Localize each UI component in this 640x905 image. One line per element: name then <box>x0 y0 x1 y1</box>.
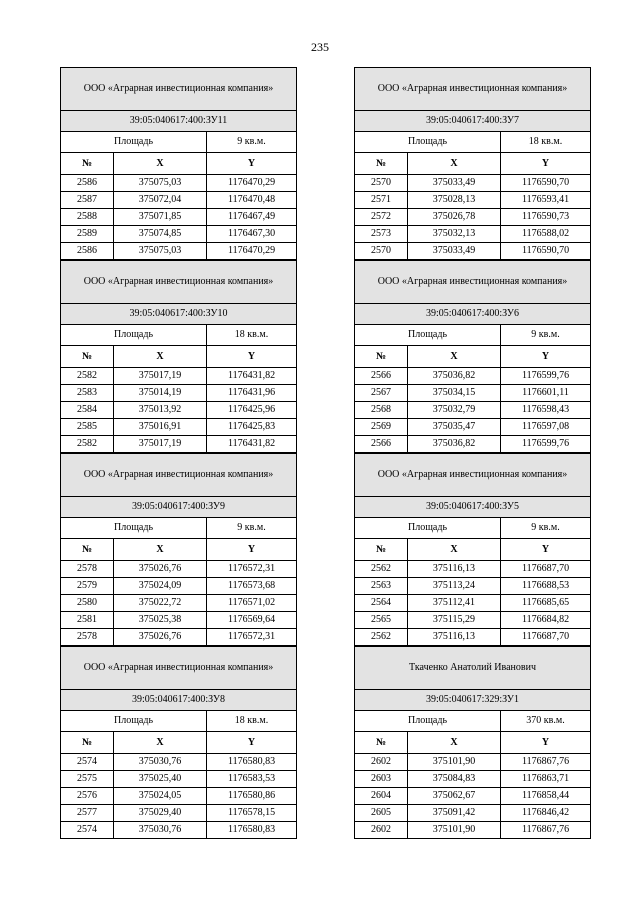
col-header-num: № <box>61 732 114 754</box>
header-row <box>355 539 591 561</box>
point-number: 2571 <box>355 192 408 209</box>
y-coordinate: 1176685,65 <box>501 595 591 612</box>
table-row <box>61 402 297 419</box>
y-coordinate: 1176867,76 <box>501 822 591 839</box>
x-coordinate: 375025,38 <box>114 612 207 629</box>
y-coordinate: 1176431,82 <box>207 436 297 453</box>
owner-name: ООО «Аграрная инвестиционная компания» <box>61 647 297 690</box>
cadastral-number: 39:05:040617:400:ЗУ10 <box>61 304 297 325</box>
col-header-num: № <box>355 732 408 754</box>
point-number: 2582 <box>61 368 114 385</box>
area-value: 9 кв.м. <box>501 518 591 539</box>
y-coordinate: 1176578,15 <box>207 805 297 822</box>
table-row <box>61 436 297 453</box>
parcel-table <box>60 646 297 839</box>
owner-name: ООО «Аграрная инвестиционная компания» <box>355 68 591 111</box>
point-number: 2582 <box>61 436 114 453</box>
point-number: 2585 <box>61 419 114 436</box>
x-coordinate: 375101,90 <box>408 822 501 839</box>
area-label: Площадь <box>355 711 501 732</box>
table-row <box>355 209 591 226</box>
point-number: 2565 <box>355 612 408 629</box>
table-row <box>61 209 297 226</box>
point-number: 2602 <box>355 754 408 771</box>
y-coordinate: 1176470,29 <box>207 243 297 260</box>
cadastral-number: 39:05:040617:400:ЗУ6 <box>355 304 591 325</box>
col-header-num: № <box>355 346 408 368</box>
point-number: 2605 <box>355 805 408 822</box>
owner-name: ООО «Аграрная инвестиционная компания» <box>61 68 297 111</box>
y-coordinate: 1176470,48 <box>207 192 297 209</box>
col-header-x: X <box>408 346 501 368</box>
table-row <box>355 771 591 788</box>
x-coordinate: 375022,72 <box>114 595 207 612</box>
header-row <box>61 153 297 175</box>
point-number: 2562 <box>355 561 408 578</box>
table-row <box>355 402 591 419</box>
cadastral-row <box>61 111 297 132</box>
col-header-x: X <box>114 153 207 175</box>
point-number: 2568 <box>355 402 408 419</box>
col-header-y: Y <box>207 539 297 561</box>
table-row <box>61 561 297 578</box>
col-header-y: Y <box>207 732 297 754</box>
point-number: 2589 <box>61 226 114 243</box>
area-row <box>61 325 297 346</box>
x-coordinate: 375062,67 <box>408 788 501 805</box>
x-coordinate: 375014,19 <box>114 385 207 402</box>
area-value: 370 кв.м. <box>501 711 591 732</box>
owner-row <box>61 454 297 497</box>
y-coordinate: 1176688,53 <box>501 578 591 595</box>
header-row <box>355 732 591 754</box>
header-row <box>355 346 591 368</box>
cadastral-row <box>355 497 591 518</box>
y-coordinate: 1176599,76 <box>501 368 591 385</box>
area-row <box>355 132 591 153</box>
owner-name: Ткаченко Анатолий Иванович <box>355 647 591 690</box>
col-header-y: Y <box>501 346 591 368</box>
point-number: 2577 <box>61 805 114 822</box>
y-coordinate: 1176590,73 <box>501 209 591 226</box>
cadastral-row <box>61 690 297 711</box>
x-coordinate: 375036,82 <box>408 368 501 385</box>
x-coordinate: 375026,78 <box>408 209 501 226</box>
x-coordinate: 375016,91 <box>114 419 207 436</box>
owner-name: ООО «Аграрная инвестиционная компания» <box>61 454 297 497</box>
x-coordinate: 375075,03 <box>114 243 207 260</box>
y-coordinate: 1176601,11 <box>501 385 591 402</box>
col-header-num: № <box>61 153 114 175</box>
area-value: 18 кв.м. <box>501 132 591 153</box>
table-row <box>355 629 591 646</box>
point-number: 2562 <box>355 629 408 646</box>
point-number: 2578 <box>61 561 114 578</box>
cadastral-row <box>355 111 591 132</box>
x-coordinate: 375033,49 <box>408 243 501 260</box>
col-header-y: Y <box>501 732 591 754</box>
table-row <box>355 385 591 402</box>
table-row <box>61 175 297 192</box>
table-row <box>61 754 297 771</box>
area-value: 9 кв.м. <box>207 132 297 153</box>
x-coordinate: 375113,24 <box>408 578 501 595</box>
page-number: 235 <box>311 40 329 54</box>
y-coordinate: 1176569,64 <box>207 612 297 629</box>
col-header-y: Y <box>501 539 591 561</box>
point-number: 2579 <box>61 578 114 595</box>
parcel-table <box>354 260 591 453</box>
owner-name: ООО «Аграрная инвестиционная компания» <box>355 454 591 497</box>
table-row <box>355 595 591 612</box>
table-row <box>355 822 591 839</box>
owner-row <box>355 647 591 690</box>
table-row <box>61 822 297 839</box>
area-row <box>61 518 297 539</box>
header-row <box>61 346 297 368</box>
table-row <box>61 419 297 436</box>
col-header-x: X <box>114 346 207 368</box>
area-value: 9 кв.м. <box>501 325 591 346</box>
y-coordinate: 1176597,08 <box>501 419 591 436</box>
x-coordinate: 375024,09 <box>114 578 207 595</box>
x-coordinate: 375033,49 <box>408 175 501 192</box>
y-coordinate: 1176580,83 <box>207 754 297 771</box>
x-coordinate: 375034,15 <box>408 385 501 402</box>
col-header-num: № <box>355 539 408 561</box>
x-coordinate: 375112,41 <box>408 595 501 612</box>
table-row <box>355 368 591 385</box>
y-coordinate: 1176425,96 <box>207 402 297 419</box>
table-row <box>61 595 297 612</box>
owner-row <box>61 647 297 690</box>
table-row <box>355 612 591 629</box>
area-label: Площадь <box>355 518 501 539</box>
parcel-table <box>60 67 297 260</box>
cadastral-row <box>61 304 297 325</box>
point-number: 2566 <box>355 436 408 453</box>
table-row <box>61 578 297 595</box>
y-coordinate: 1176590,70 <box>501 175 591 192</box>
point-number: 2583 <box>61 385 114 402</box>
point-number: 2569 <box>355 419 408 436</box>
table-row <box>355 754 591 771</box>
table-row <box>355 419 591 436</box>
col-header-num: № <box>61 346 114 368</box>
area-row <box>355 518 591 539</box>
x-coordinate: 375074,85 <box>114 226 207 243</box>
x-coordinate: 375075,03 <box>114 175 207 192</box>
table-row <box>355 561 591 578</box>
x-coordinate: 375026,76 <box>114 629 207 646</box>
y-coordinate: 1176580,83 <box>207 822 297 839</box>
cadastral-number: 39:05:040617:400:ЗУ8 <box>61 690 297 711</box>
cadastral-number: 39:05:040617:329:ЗУ1 <box>355 690 591 711</box>
point-number: 2563 <box>355 578 408 595</box>
cadastral-number: 39:05:040617:400:ЗУ9 <box>61 497 297 518</box>
y-coordinate: 1176572,31 <box>207 561 297 578</box>
table-row <box>355 192 591 209</box>
area-value: 18 кв.м. <box>207 711 297 732</box>
y-coordinate: 1176588,02 <box>501 226 591 243</box>
area-row <box>61 132 297 153</box>
area-row <box>355 711 591 732</box>
table-row <box>355 788 591 805</box>
cadastral-row <box>61 497 297 518</box>
table-row <box>355 175 591 192</box>
point-number: 2586 <box>61 175 114 192</box>
area-value: 18 кв.м. <box>207 325 297 346</box>
x-coordinate: 375013,92 <box>114 402 207 419</box>
col-header-x: X <box>114 732 207 754</box>
y-coordinate: 1176580,86 <box>207 788 297 805</box>
y-coordinate: 1176431,96 <box>207 385 297 402</box>
area-label: Площадь <box>61 325 207 346</box>
area-value: 9 кв.м. <box>207 518 297 539</box>
x-coordinate: 375115,29 <box>408 612 501 629</box>
col-header-num: № <box>355 153 408 175</box>
owner-name: ООО «Аграрная инвестиционная компания» <box>61 261 297 304</box>
point-number: 2572 <box>355 209 408 226</box>
point-number: 2586 <box>61 243 114 260</box>
x-coordinate: 375101,90 <box>408 754 501 771</box>
cadastral-number: 39:05:040617:400:ЗУ5 <box>355 497 591 518</box>
y-coordinate: 1176467,49 <box>207 209 297 226</box>
x-coordinate: 375036,82 <box>408 436 501 453</box>
table-row <box>61 771 297 788</box>
y-coordinate: 1176467,30 <box>207 226 297 243</box>
y-coordinate: 1176572,31 <box>207 629 297 646</box>
point-number: 2576 <box>61 788 114 805</box>
x-coordinate: 375028,13 <box>408 192 501 209</box>
area-label: Площадь <box>61 711 207 732</box>
x-coordinate: 375091,42 <box>408 805 501 822</box>
cadastral-row <box>355 690 591 711</box>
area-label: Площадь <box>355 325 501 346</box>
x-coordinate: 375030,76 <box>114 822 207 839</box>
table-row <box>61 788 297 805</box>
table-row <box>355 226 591 243</box>
point-number: 2570 <box>355 243 408 260</box>
cadastral-number: 39:05:040617:400:ЗУ7 <box>355 111 591 132</box>
owner-name: ООО «Аграрная инвестиционная компания» <box>355 261 591 304</box>
area-row <box>355 325 591 346</box>
x-coordinate: 375030,76 <box>114 754 207 771</box>
y-coordinate: 1176599,76 <box>501 436 591 453</box>
parcel-table <box>354 646 591 839</box>
y-coordinate: 1176593,41 <box>501 192 591 209</box>
point-number: 2587 <box>61 192 114 209</box>
x-coordinate: 375084,83 <box>408 771 501 788</box>
point-number: 2566 <box>355 368 408 385</box>
point-number: 2564 <box>355 595 408 612</box>
col-header-x: X <box>408 539 501 561</box>
table-row <box>61 368 297 385</box>
point-number: 2578 <box>61 629 114 646</box>
y-coordinate: 1176598,43 <box>501 402 591 419</box>
area-label: Площадь <box>61 518 207 539</box>
y-coordinate: 1176684,82 <box>501 612 591 629</box>
x-coordinate: 375035,47 <box>408 419 501 436</box>
col-header-x: X <box>408 732 501 754</box>
parcel-table <box>354 67 591 260</box>
area-label: Площадь <box>61 132 207 153</box>
y-coordinate: 1176846,42 <box>501 805 591 822</box>
x-coordinate: 375017,19 <box>114 436 207 453</box>
col-header-num: № <box>61 539 114 561</box>
y-coordinate: 1176431,82 <box>207 368 297 385</box>
col-header-y: Y <box>207 153 297 175</box>
cadastral-number: 39:05:040617:400:ЗУ11 <box>61 111 297 132</box>
x-coordinate: 375025,40 <box>114 771 207 788</box>
col-header-y: Y <box>207 346 297 368</box>
x-coordinate: 375017,19 <box>114 368 207 385</box>
x-coordinate: 375026,76 <box>114 561 207 578</box>
point-number: 2584 <box>61 402 114 419</box>
col-header-x: X <box>114 539 207 561</box>
owner-row <box>61 261 297 304</box>
area-label: Площадь <box>355 132 501 153</box>
point-number: 2567 <box>355 385 408 402</box>
y-coordinate: 1176583,53 <box>207 771 297 788</box>
y-coordinate: 1176687,70 <box>501 561 591 578</box>
x-coordinate: 375071,85 <box>114 209 207 226</box>
table-row <box>355 436 591 453</box>
header-row <box>61 732 297 754</box>
x-coordinate: 375116,13 <box>408 629 501 646</box>
table-row <box>61 192 297 209</box>
x-coordinate: 375032,79 <box>408 402 501 419</box>
x-coordinate: 375029,40 <box>114 805 207 822</box>
y-coordinate: 1176687,70 <box>501 629 591 646</box>
owner-row <box>355 454 591 497</box>
x-coordinate: 375032,13 <box>408 226 501 243</box>
x-coordinate: 375116,13 <box>408 561 501 578</box>
table-row <box>61 629 297 646</box>
x-coordinate: 375024,05 <box>114 788 207 805</box>
point-number: 2604 <box>355 788 408 805</box>
owner-row <box>355 261 591 304</box>
table-row <box>355 805 591 822</box>
col-header-y: Y <box>501 153 591 175</box>
table-row <box>355 243 591 260</box>
parcel-table <box>60 260 297 453</box>
point-number: 2575 <box>61 771 114 788</box>
point-number: 2581 <box>61 612 114 629</box>
col-header-x: X <box>408 153 501 175</box>
table-row <box>61 226 297 243</box>
owner-row <box>355 68 591 111</box>
point-number: 2602 <box>355 822 408 839</box>
x-coordinate: 375072,04 <box>114 192 207 209</box>
y-coordinate: 1176425,83 <box>207 419 297 436</box>
parcel-table <box>60 453 297 646</box>
header-row <box>355 153 591 175</box>
point-number: 2603 <box>355 771 408 788</box>
point-number: 2588 <box>61 209 114 226</box>
table-row <box>61 385 297 402</box>
left-column <box>60 67 296 839</box>
y-coordinate: 1176867,76 <box>501 754 591 771</box>
header-row <box>61 539 297 561</box>
point-number: 2580 <box>61 595 114 612</box>
table-row <box>61 612 297 629</box>
y-coordinate: 1176863,71 <box>501 771 591 788</box>
area-row <box>61 711 297 732</box>
point-number: 2570 <box>355 175 408 192</box>
parcel-table <box>354 453 591 646</box>
table-row <box>61 805 297 822</box>
y-coordinate: 1176571,02 <box>207 595 297 612</box>
y-coordinate: 1176858,44 <box>501 788 591 805</box>
y-coordinate: 1176590,70 <box>501 243 591 260</box>
point-number: 2574 <box>61 822 114 839</box>
table-row <box>355 578 591 595</box>
y-coordinate: 1176573,68 <box>207 578 297 595</box>
table-row <box>61 243 297 260</box>
owner-row <box>61 68 297 111</box>
point-number: 2573 <box>355 226 408 243</box>
y-coordinate: 1176470,29 <box>207 175 297 192</box>
point-number: 2574 <box>61 754 114 771</box>
cadastral-row <box>355 304 591 325</box>
right-column <box>354 67 590 839</box>
